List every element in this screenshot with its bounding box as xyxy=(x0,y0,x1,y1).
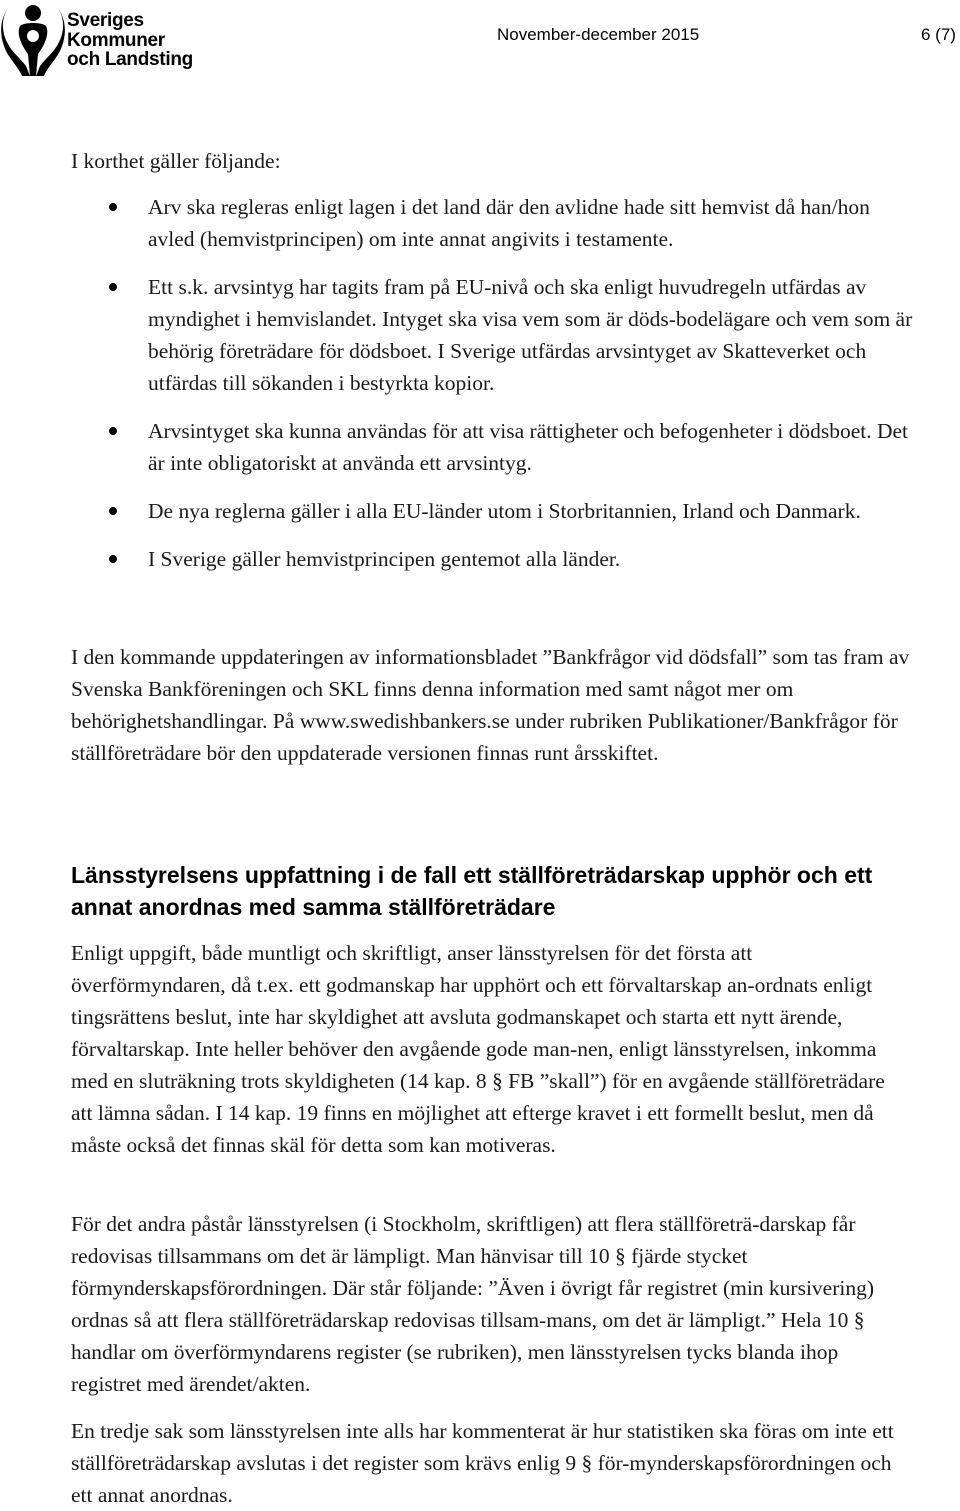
logo-line-3: och Landsting xyxy=(67,49,193,70)
intro-line: I korthet gäller följande: xyxy=(71,149,281,173)
bullet-text: Arvsintyget ska kunna användas för att visa rättigheter och befogenheter i dödsboet. Det är inte obligatoriskt at använda ett arvsintyg. xyxy=(148,419,909,475)
list-item xyxy=(71,415,921,479)
header-page-number: 6 (7) xyxy=(921,25,956,44)
paragraph-lansstyrelsen-1: Enligt uppgift, både muntligt och skriftligt, anser länsstyrelsen för det första att överförmyndaren, då t.ex. ett godmanskap har upphört och ett förvaltarskap an-ordnats enligt tingsrättens beslut, inte har skyldighet att avsluta godmanskapet och starta ett nytt ärende, förvaltarskap. Inte heller behöver den avgående gode man-nen, enligt länsstyrelsen, inkomma med en sluträkning trots skyldigheten (14 kap. 8 § FB ”skall”) för en avgående ställföreträdare att lämna sådan. I 14 kap. 19 finns en möjlighet att efterge kravet i ett formellt beslut, men då måste också det finnas skäl för detta som kan motiveras. xyxy=(71,941,885,1157)
bullet-dot-icon xyxy=(109,203,117,211)
bullet-dot-icon xyxy=(109,555,117,563)
logo-line-2: Kommuner xyxy=(67,29,165,51)
list-item xyxy=(71,271,921,399)
bullet-text: Arv ska regleras enligt lagen i det land där den avlidne hade sitt hemvist då han/hon avled (hemvistprincipen) om inte annat angivits i testamente. xyxy=(148,195,870,251)
skl-logo xyxy=(0,0,200,78)
bullet-text: De nya reglerna gäller i alla EU-länder utom i Storbritannien, Irland och Danmark. xyxy=(148,499,861,523)
paragraph-statistik: En tredje sak som länsstyrelsen inte alls har kommenterat är hur statistiken ska föras om inte ett ställföreträdarskap avslutas i det register som krävs enlig 9 § för-mynderskapsförordningen och ett annat anordnas. xyxy=(71,1419,894,1507)
section-heading: Länsstyrelsens uppfattning i de fall ett ställföreträdarskap upphör och ett annat anordnas med samma ställföreträdare xyxy=(71,862,873,920)
bullet-text: Ett s.k. arvsintyg har tagits fram på EU-nivå och ska enligt huvudregeln utfärdas av myndighet i hemvislandet. Intyget ska visa vem som är döds-bodelägare och vem som är behörig företrädare för dödsboet. I Sverige utfärdas arvsintyget av Skatteverket och utfärdas till sökanden i bestyrkta kopior. xyxy=(148,275,913,395)
list-item xyxy=(71,543,921,575)
bullet-text: I Sverige gäller hemvistprincipen gentemot alla länder. xyxy=(148,547,621,571)
logo-line-1: Sveriges xyxy=(67,10,144,31)
bullet-list xyxy=(71,191,921,591)
skl-logo-icon xyxy=(0,0,66,78)
list-item xyxy=(71,191,921,255)
list-item xyxy=(71,495,921,527)
bullet-dot-icon xyxy=(109,427,117,435)
header-date: November-december 2015 xyxy=(497,25,700,44)
page-header xyxy=(0,0,960,80)
paragraph-lansstyrelsen-2: För det andra påstår länsstyrelsen (i Stockholm, skriftligen) att flera ställföreträ-darskap får redovisas tillsammans om det är lämpligt. Man hänvisar till 10 § fjärde stycket förmynderskapsförordningen. Där står följande: ”Även i övrigt får registret (min kursivering) ordnas så att flera ställföreträdarskap redovisas tillsam-mans, om det är lämpligt.” Hela 10 § handlar om överförmyndarens register (se rubriken), men länsstyrelsen tycks blanda ihop registret med ärendet/akten. xyxy=(71,1212,875,1396)
bullet-dot-icon xyxy=(109,283,117,291)
paragraph-bankfragor: I den kommande uppdateringen av informationsbladet ”Bankfrågor vid dödsfall” som tas fram av Svenska Bankföreningen och SKL finns denna information med samt något mer om behörighetshandlingar. På www.swedishbankers.se under rubriken Publikationer/Bankfrågor för ställföreträdare bör den uppdaterade versionen finnas runt årsskiftet. xyxy=(71,645,910,765)
bullet-dot-icon xyxy=(109,507,117,515)
logo-wordmark xyxy=(67,11,193,70)
